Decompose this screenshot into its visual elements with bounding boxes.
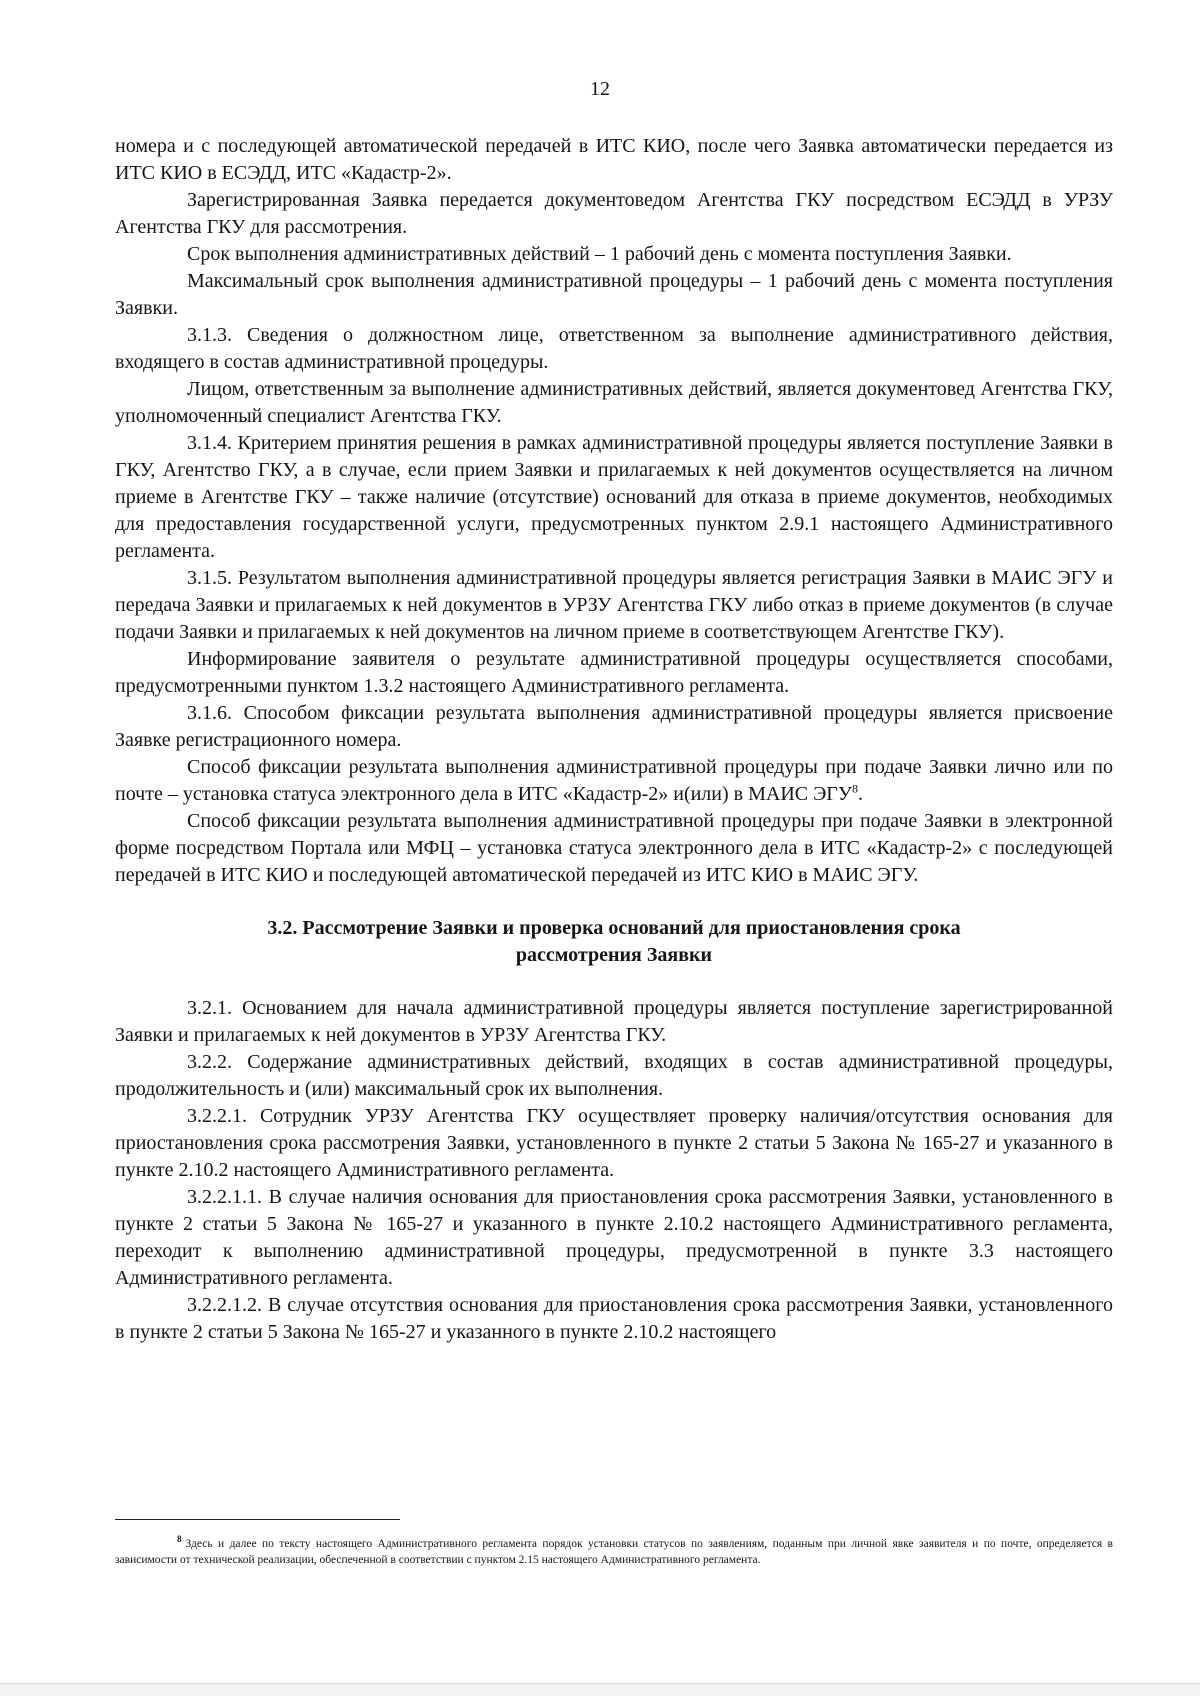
paragraph: Срок выполнения административных действий – 1 рабочий день с момента поступления Заявки. [187, 243, 1012, 265]
footnote-marker: 8 [177, 1534, 182, 1545]
paragraph: Информирование заявителя о результате административной процедуры осуществляется способами, предусмотренными пунктом 1.3.2 настоящего Административного регламента. [115, 648, 1113, 697]
paragraph: 3.1.3. Сведения о должностном лице, ответственном за выполнение административного действия, входящего в состав административной процедуры. [115, 324, 1113, 373]
paragraph: Способ фиксации результата выполнения административной процедуры при подаче Заявки в электронной форме посредством Портала или МФЦ – установка статуса электронного дела в ИТС «Кадастр-2» с последующей передачей в ИТС КИО и последующей автоматической передачей из ИТС КИО в МАИС ЭГУ. [115, 810, 1113, 886]
paragraph: 3.2.2.1. Сотрудник УРЗУ Агентства ГКУ осуществляет проверку наличия/отсутствия основания для приостановления срока рассмотрения Заявки, установленного в пункте 2 статьи 5 Закона № 165-27 и указанного в пункте 2.10.2 настоящего Административного регламента. [115, 1105, 1113, 1181]
paragraph: 3.1.6. Способом фиксации результата выполнения административной процедуры является присвоение Заявке регистрационного номера. [115, 702, 1113, 751]
paragraph: 3.2.2.1.2. В случае отсутствия основания для приостановления срока рассмотрения Заявки, установленного в пункте 2 статьи 5 Закона № 165-27 и указанного в пункте 2.10.2 настоящего [115, 1294, 1113, 1343]
page-number: 12 [590, 78, 610, 100]
paragraph: 3.2.2.1.1. В случае наличия основания для приостановления срока рассмотрения Заявки, установленного в пункте 2 статьи 5 Закона № 165-27 и указанного в пункте 2.10.2 настоящего Административного регламента, переходит к выполнению административной процедуры, предусмотренной в пункте 3.3 настоящего Административного регламента. [115, 1186, 1113, 1289]
paragraph: 3.1.5. Результатом выполнения административной процедуры является регистрация Заявки в МАИС ЭГУ и передача Заявки и прилагаемых к ней документов в УРЗУ Агентства ГКУ либо отказ в приеме документов (в случае подачи Заявки и прилагаемых к ней документов на личном приеме в соответствующем Агентстве ГКУ). [115, 567, 1113, 643]
paragraph: 3.2.2. Содержание административных действий, входящих в состав административной процедуры, продолжительность и (или) максимальный срок их выполнения. [115, 1051, 1113, 1100]
paragraph-text: Способ фиксации результата выполнения административной процедуры при подаче Заявки лично или по почте – установка статуса электронного дела в ИТС «Кадастр-2» и(или) в МАИС ЭГУ [115, 756, 1113, 805]
document-body [115, 133, 1113, 1346]
footnote-reference[interactable]: 8 [852, 781, 859, 796]
paragraph: Максимальный срок выполнения административной процедуры – 1 рабочий день с момента поступления Заявки. [115, 270, 1113, 319]
footnote [115, 1536, 1113, 1568]
paragraph: Лицом, ответственным за выполнение административных действий, является документовед Агентства ГКУ, уполномоченный специалист Агентства ГКУ. [115, 378, 1113, 427]
paragraph: 3.1.4. Критерием принятия решения в рамках административной процедуры является поступление Заявки в ГКУ, Агентство ГКУ, а в случае, если прием Заявки и прилагаемых к ней документов осуществляется на личном приеме в Агентстве ГКУ – также наличие (отсутствие) оснований для отказа в приеме документов, необходимых для предоставления государственной услуги, предусмотренных пунктом 2.9.1 настоящего Административного регламента. [115, 432, 1113, 562]
footnote-divider [115, 1519, 400, 1520]
section-heading: 3.2. Рассмотрение Заявки и проверка оснований для приостановления срока рассмотрения Заявки [267, 917, 961, 966]
paragraph-with-footnote: Способ фиксации результата выполнения административной процедуры при подаче Заявки лично или по почте – установка статуса электронного дела в ИТС «Кадастр-2» и(или) в МАИС ЭГУ$^8$. [115, 756, 1113, 805]
paragraph: 3.2.1. Основанием для начала административной процедуры является поступление зарегистрированной Заявки и прилагаемых к ней документов в УРЗУ Агентства ГКУ. [115, 997, 1113, 1046]
paragraph: Зарегистрированная Заявка передается документоведом Агентства ГКУ посредством ЕСЭДД в УРЗУ Агентства ГКУ для рассмотрения. [115, 189, 1113, 238]
paragraph: номера и с последующей автоматической передачей в ИТС КИО, после чего Заявка автоматически передается из ИТС КИО в ЕСЭДД, ИТС «Кадастр-2». [115, 135, 1113, 184]
page-bottom-edge [0, 1683, 1200, 1696]
footnote-text: Здесь и далее по тексту настоящего Административного регламента порядок установки статусов по заявлениям, поданным при личной явке заявителя и по почте, определяется в зависимости от технической реализации, обеспеченной в соответствии с пунктом 2.15 настоящего Административного регламента. [115, 1538, 1113, 1566]
